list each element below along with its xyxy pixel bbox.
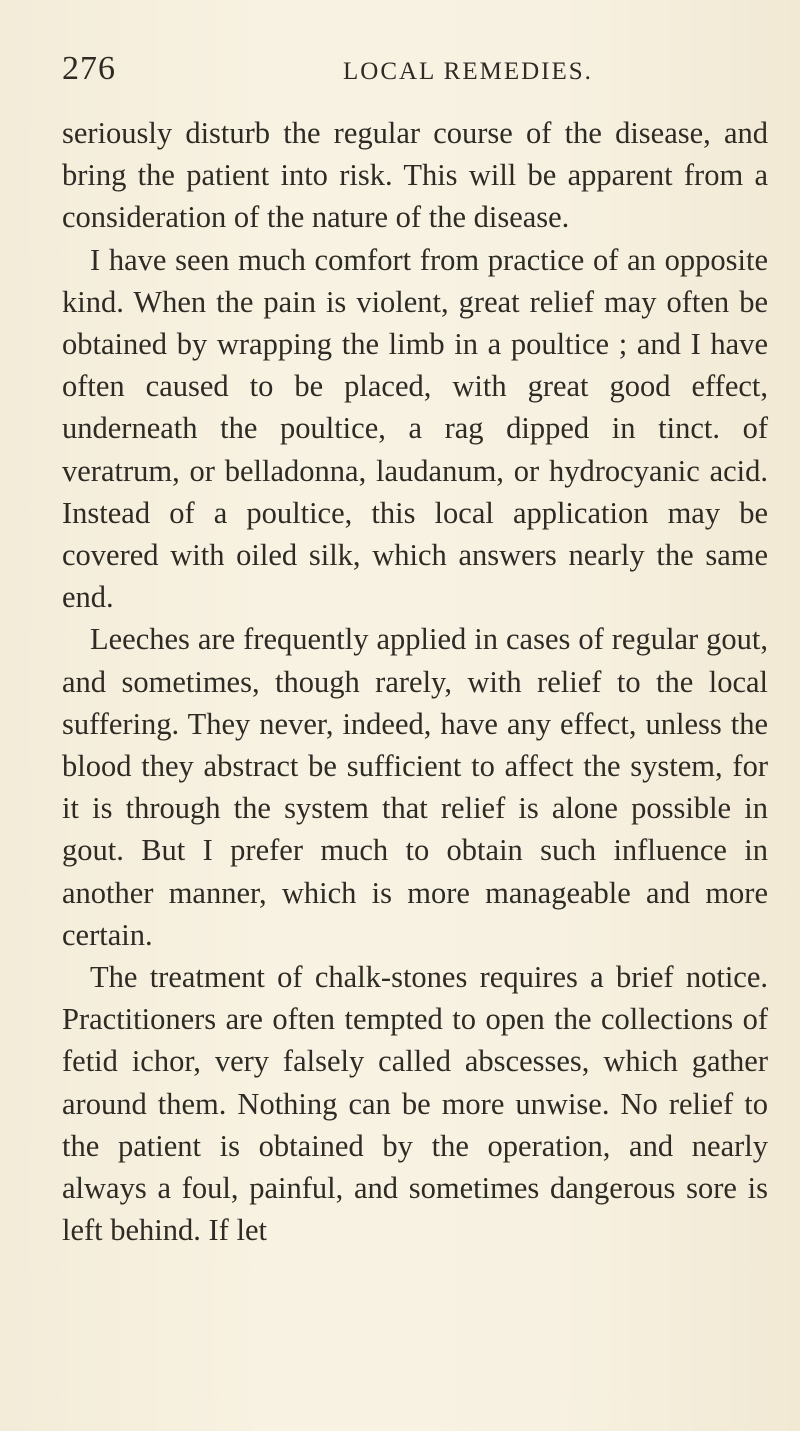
paragraph-poultice: I have seen much comfort from practice of an opposite kind. When the pain is violent, great relief may often be obtained by wrapping the limb in a poultice ; and I have often caused to be placed, with great good effect, underneath the poultice, a rag dipped in tinct. of veratrum, or belladonna, laudanum, or hydrocyanic acid. Instead of a poultice, this local application may be covered with oiled silk, which answers nearly the same end. [62, 242, 768, 615]
running-head: LOCAL REMEDIES. [343, 58, 593, 85]
page-header [62, 50, 762, 100]
paragraph-chalk-stones: The treatment of chalk-stones requires a brief notice. Practitioners are often tempted to open the collections of fetid ichor, very falsely called abscesses, which gather around them. Nothing can be more unwise. No relief to the patient is obtained by the operation, and nearly always a foul, painful, and sometimes dangerous sore is left behind. If let [62, 960, 768, 1248]
paragraph-continued: seriously disturb the regular course of the disease, and bring the patient into risk. This will be apparent from a consideration of the nature of the disease. [62, 116, 768, 235]
paragraph-leeches: Leeches are frequently applied in cases of regular gout, and sometimes, though rarely, with relief to the local suffering. They never, indeed, have any effect, unless the blood they abstract be sufficient to affect the system, for it is through the system that relief is alone possible in gout. But I prefer much to obtain such influence in another manner, which is more manageable and more certain. [62, 622, 768, 952]
page-number: 276 [62, 50, 116, 87]
body-text [62, 112, 768, 1251]
